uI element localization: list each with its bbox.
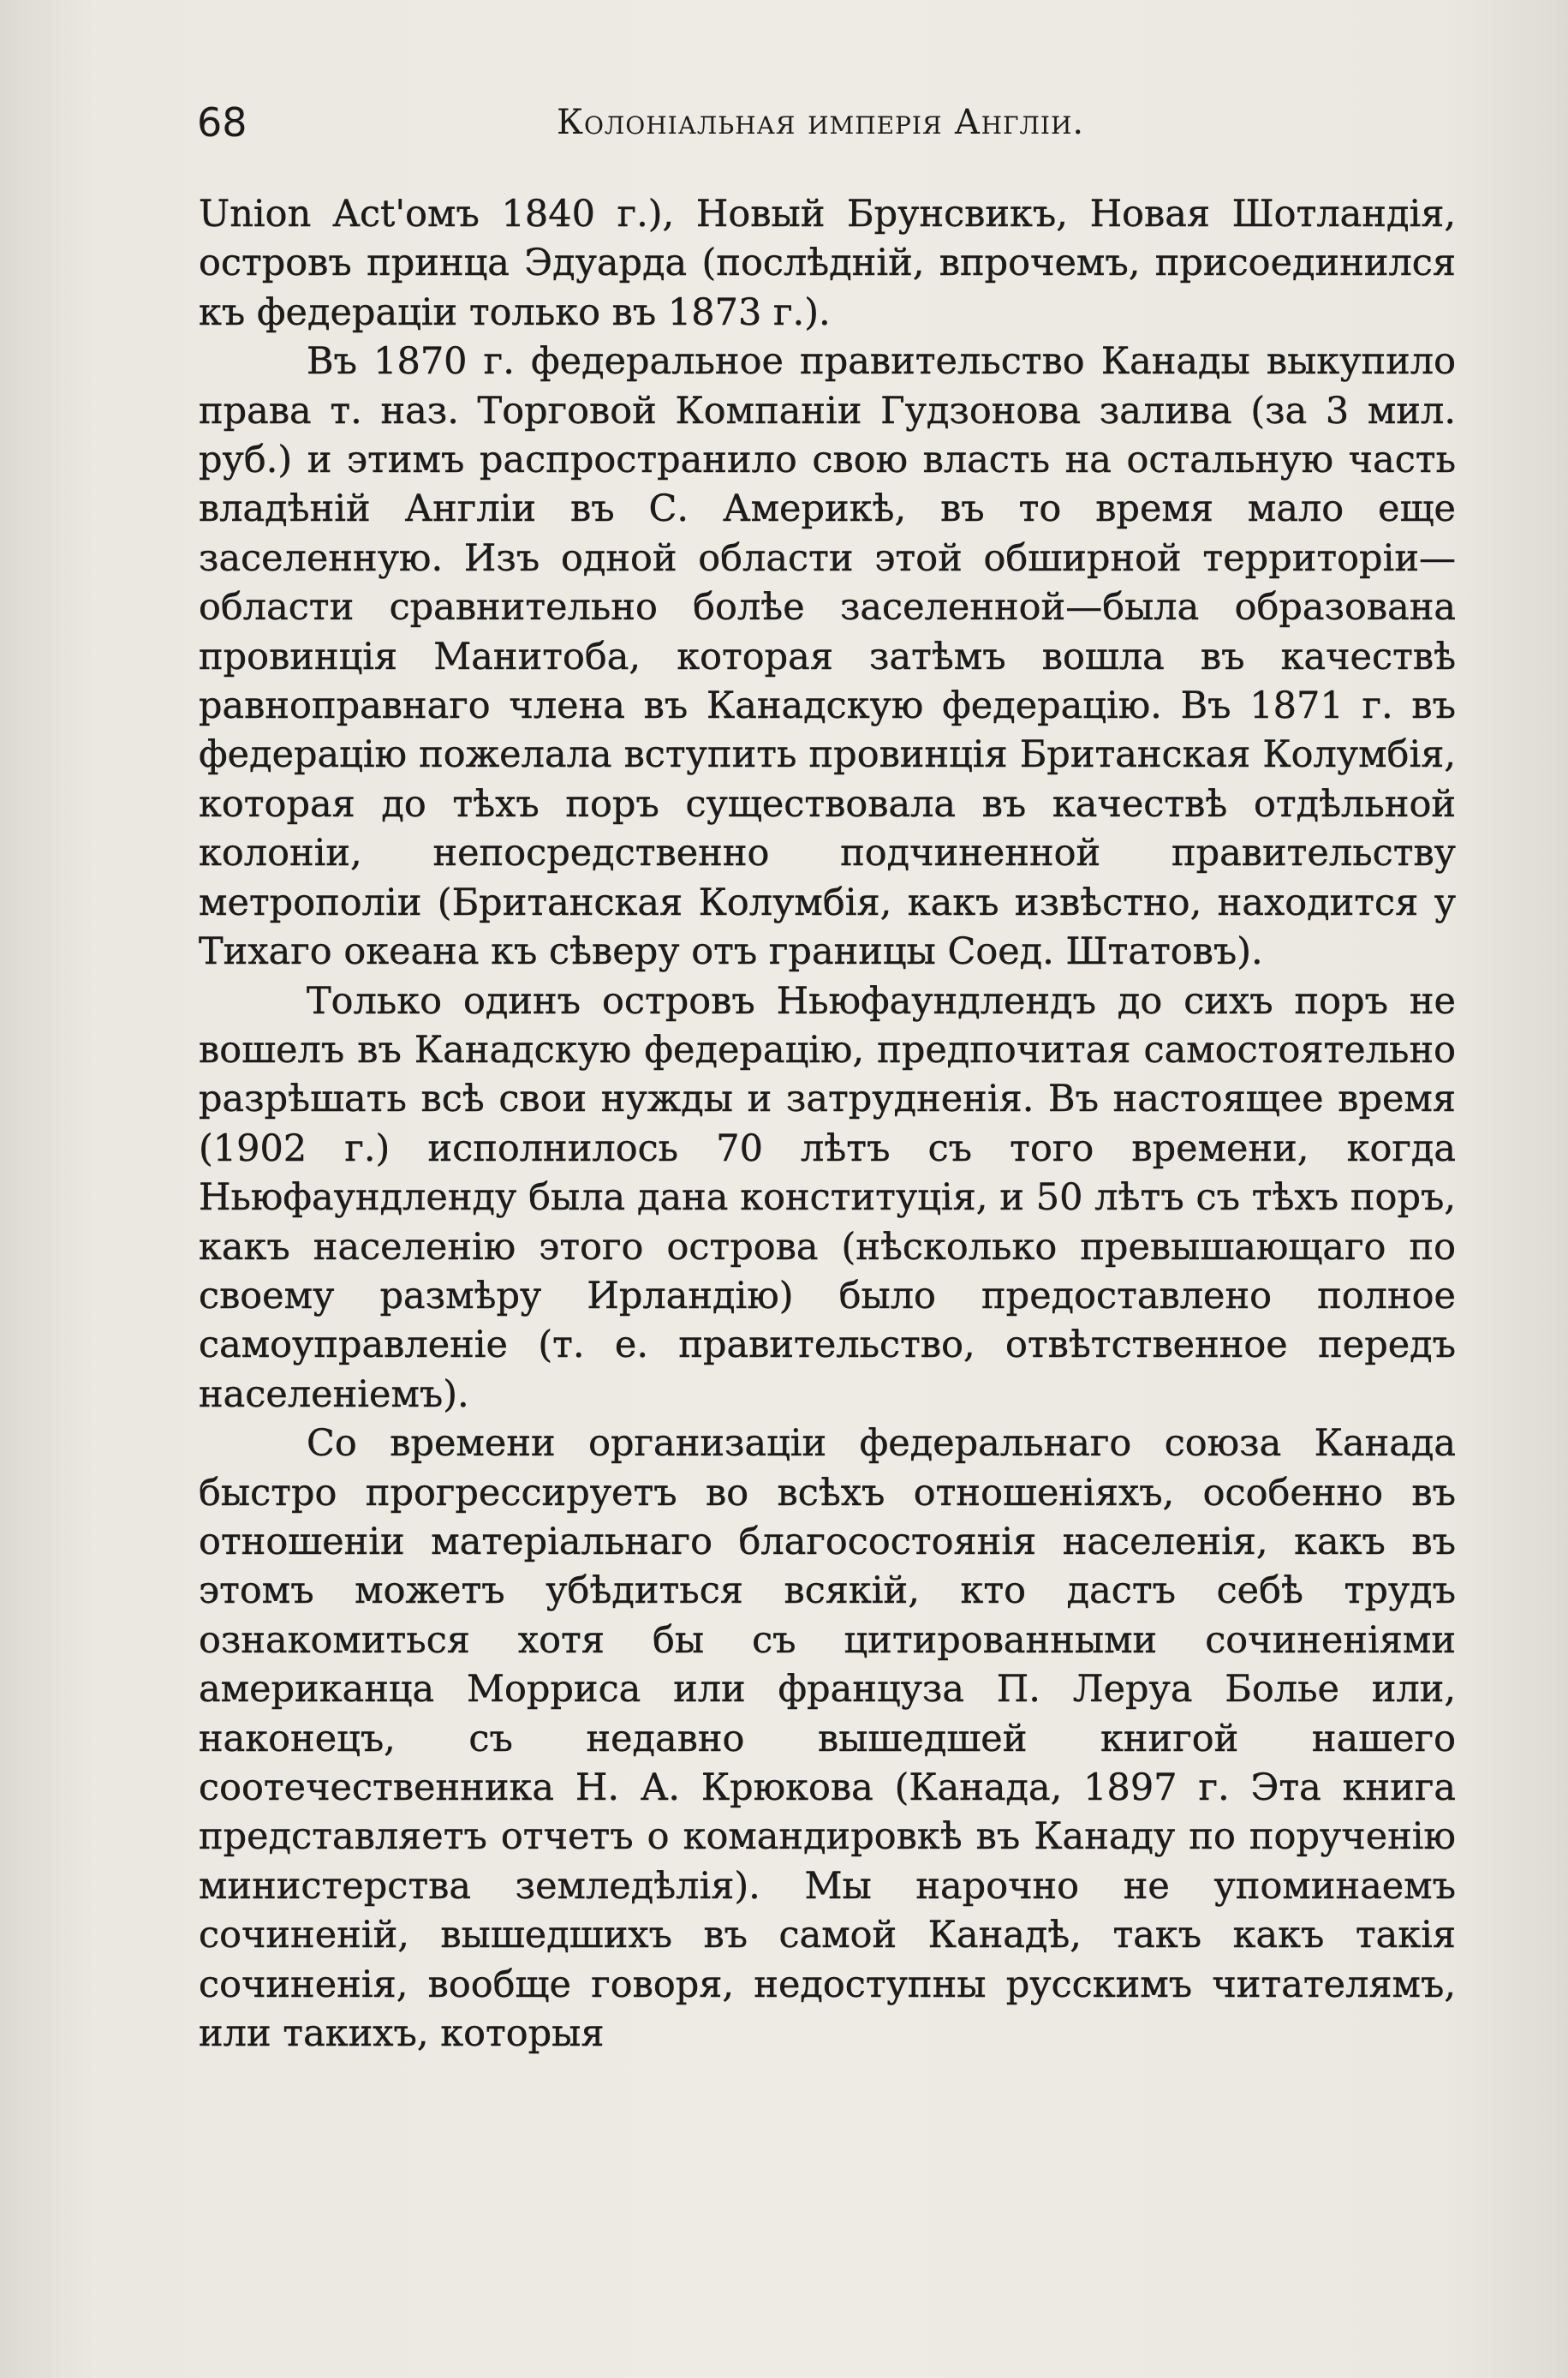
paragraph: Въ 1870 г. федеральное правительство Канады выкупило права т. наз. Торговой Компаніи Гудзонова залива (за 3 мил. руб.) и этимъ распространило свою власть на остальную часть владѣній Англіи въ С. Америкѣ, въ то время мало еще заселенную. Изъ одной области этой обширной территоріи—области сравнительно болѣе заселенной—была образована провинція Манитоба, которая затѣмъ вошла въ качествѣ равноправнаго члена въ Канадскую федерацію. Въ 1871 г. въ федерацію пожелала вступить провинція Британская Колумбія, которая до тѣхъ поръ существовала въ качествѣ отдѣльной колоніи, непосредственно подчиненной правительству метрополіи (Британская Колумбія, какъ извѣстно, находится у Тихаго океана къ сѣверу отъ границы Соед. Штатовъ). — [199, 340, 1456, 974]
paragraph: Только одинъ островъ Ньюфаундлендъ до сихъ поръ не вошелъ въ Канадскую федерацію, предпочитая самостоятельно разрѣшать всѣ свои нужды и затрудненія. Въ настоящее время (1902 г.) исполнилось 70 лѣтъ съ того времени, когда Ньюфаундленду была дана конституція, и 50 лѣтъ съ тѣхъ поръ, какъ населенію этого острова (нѣсколько превышающаго по своему размѣру Ирландію) было предоставлено полное самоуправленіе (т. е. правительство, отвѣтственное передъ населеніемъ). — [199, 979, 1456, 1416]
paragraph: Со времени организаціи федеральнаго союза Канада быстро прогрессируетъ во всѣхъ отношеніяхъ, особенно въ отношеніи матеріальнаго благосостоянія населенія, какъ въ этомъ можетъ убѣдиться всякій, кто дастъ себѣ трудъ ознакомиться хотя бы съ цитированными сочиненіями американца Морриса или француза П. Леруа Болье или, наконецъ, съ недавно вышедшей книгой нашего соотечественника Н. А. Крюкова (Канада, 1897 г. Эта книга представляетъ отчетъ о командировкѣ въ Канаду по порученію министерства земледѣлія). Мы нарочно не упоминаемъ сочиненій, вышедшихъ въ самой Канадѣ, такъ какъ такія сочиненія, вообще говоря, недоступны русскимъ читателямъ, или такихъ, которыя — [199, 1422, 1456, 2056]
paragraph-continuation: Union Act'омъ 1840 г.), Новый Брунсвикъ, Новая Шотландія, островъ принца Эдуарда (послѣдній, впрочемъ, присоединился къ федераціи только въ 1873 г.). — [199, 193, 1456, 334]
page-header — [197, 93, 1456, 152]
running-title: Колоніальная имперія Англіи. — [557, 103, 1085, 142]
body-text — [199, 190, 1456, 2058]
page-number: 68 — [197, 99, 247, 146]
